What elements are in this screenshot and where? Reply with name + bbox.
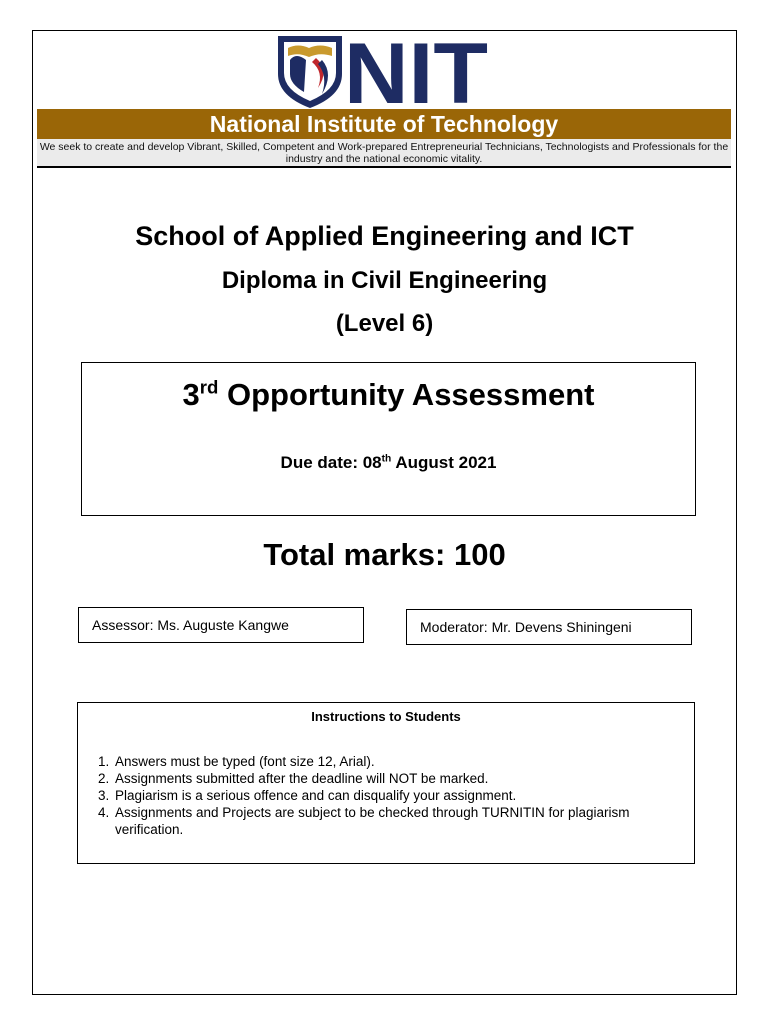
due-date: Due date: 08th August 2021 [280, 453, 497, 472]
level-label: (Level 6) [335, 310, 434, 337]
assessment-box [81, 362, 696, 516]
instructions-list [98, 753, 678, 838]
institution-banner: National Institute of Technology [37, 109, 731, 139]
moderator-box: Moderator: Mr. Devens Shiningeni [406, 609, 692, 645]
logo-text: NIT [344, 32, 488, 108]
assessment-title: 3rd Opportunity Assessment [182, 376, 595, 412]
instructions-title: Instructions to Students [311, 709, 461, 724]
list-item: 1. Answers must be typed (font size 12, Arial). [98, 754, 375, 769]
total-marks: Total marks: 100 [263, 537, 506, 572]
diploma-name: Diploma in Civil Engineering [221, 267, 548, 294]
school-name: School of Applied Engineering and ICT [135, 221, 634, 251]
assessor-box: Assessor: Ms. Auguste Kangwe [78, 607, 364, 643]
list-item: 4. Assignments and Projects are subject to be checked through TURNITIN for plagiarism verification. [98, 805, 630, 837]
instructions-box [77, 702, 695, 864]
list-item: 2. Assignments submitted after the deadline will NOT be marked. [98, 771, 489, 786]
list-item: 3. Plagiarism is a serious offence and can disqualify your assignment. [98, 788, 517, 803]
nit-logo [276, 32, 490, 108]
motto-text: We seek to create and develop Vibrant, Skilled, Competent and Work-prepared Entrepreneurial Technicians, Technologists and Professionals for the industry and the national economic vitality. [37, 139, 731, 168]
